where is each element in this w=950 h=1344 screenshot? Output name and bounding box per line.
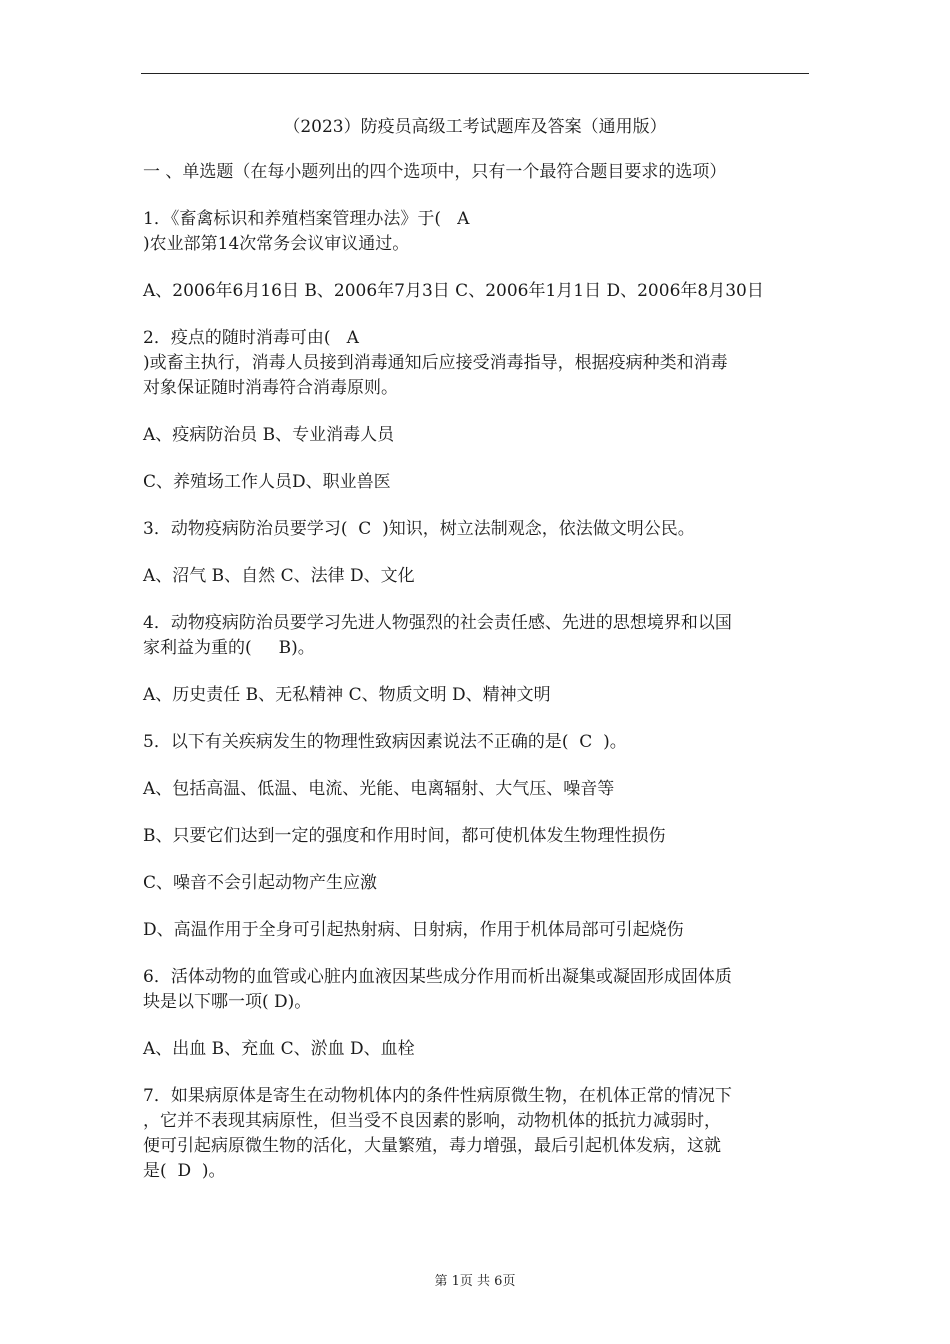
text-line: A、历史责任 B、无私精神 C、物质文明 D、精神文明 <box>143 685 551 705</box>
answer-options <box>143 564 809 589</box>
text-line: 7．如果病原体是寄生在动物机体内的条件性病原微生物，在机体正常的情况下 <box>143 1086 732 1106</box>
text-line: A、出血 B、充血 C、淤血 D、血栓 <box>143 1039 415 1059</box>
question-text <box>143 207 809 257</box>
page-footer: 第 1页 共 6页 <box>434 1274 516 1289</box>
text-line: 1．《畜禽标识和养殖档案管理办法》于( A <box>143 209 470 229</box>
question-text <box>143 517 809 542</box>
question-text <box>143 326 809 401</box>
text-line: B、只要它们达到一定的强度和作用时间，都可使机体发生物理性损伤 <box>143 826 666 846</box>
answer-options <box>143 423 809 448</box>
text-line: C、养殖场工作人员D、职业兽医 <box>143 472 391 492</box>
answer-options <box>143 279 809 304</box>
question-text <box>143 730 809 755</box>
text-line: 6．活体动物的血管或心脏内血液因某些成分作用而析出凝集或凝固形成固体质 <box>143 967 732 987</box>
text-line: 3．动物疫病防治员要学习( C )知识，树立法制观念，依法做文明公民。 <box>143 519 695 539</box>
text-line: 是( D )。 <box>143 1161 226 1181</box>
text-line: )或畜主执行，消毒人员接到消毒通知后应接受消毒指导，根据疫病种类和消毒 <box>143 353 728 373</box>
answer-options <box>143 777 809 802</box>
text-line: A、疫病防治员 B、专业消毒人员 <box>143 425 395 445</box>
text-line: 4．动物疫病防治员要学习先进人物强烈的社会责任感、先进的思想境界和以国 <box>143 613 732 633</box>
text-line: A、2006年6月16日 B、2006年7月3日 C、2006年1月1日 D、2006年8月30日 <box>143 281 764 301</box>
text-line: ，它并不表现其病原性，但当受不良因素的影响，动物机体的抵抗力减弱时， <box>143 1111 721 1131</box>
text-line: D、高温作用于全身可引起热射病、日射病，作用于机体局部可引起烧伤 <box>143 920 684 940</box>
text-line: A、沼气 B、自然 C、法律 D、文化 <box>143 566 415 586</box>
document-title: （2023）防疫员高级工考试题库及答案（通用版） <box>283 117 667 137</box>
answer-options <box>143 918 809 943</box>
text-line: 便可引起病原微生物的活化，大量繁殖，毒力增强，最后引起机体发病，这就 <box>143 1136 721 1156</box>
answer-options <box>143 470 809 495</box>
question-text <box>143 965 809 1015</box>
text-line: 对象保证随时消毒符合消毒原则。 <box>143 378 398 398</box>
answer-options <box>143 683 809 708</box>
text-line: 块是以下哪一项( D)。 <box>143 992 312 1012</box>
answer-options <box>143 824 809 849</box>
text-line: C、噪音不会引起动物产生应激 <box>143 873 378 893</box>
text-line: 5．以下有关疾病发生的物理性致病因素说法不正确的是( C )。 <box>143 732 627 752</box>
question-text <box>143 1084 809 1184</box>
text-line: A、包括高温、低温、电流、光能、电离辐射、大气压、噪音等 <box>143 779 615 799</box>
document-body <box>143 160 809 1206</box>
question-text <box>143 611 809 661</box>
answer-options <box>143 1037 809 1062</box>
question-list <box>143 207 809 1184</box>
header-rule <box>141 73 809 74</box>
answer-options <box>143 871 809 896</box>
section-heading: 一 、单选题（在每小题列出的四个选项中，只有一个最符合题目要求的选项） <box>143 162 727 182</box>
text-line: 家利益为重的( B)。 <box>143 638 315 658</box>
text-line: 2．疫点的随时消毒可由( A <box>143 328 359 348</box>
text-line: )农业部第14次常务会议审议通过。 <box>143 234 410 254</box>
